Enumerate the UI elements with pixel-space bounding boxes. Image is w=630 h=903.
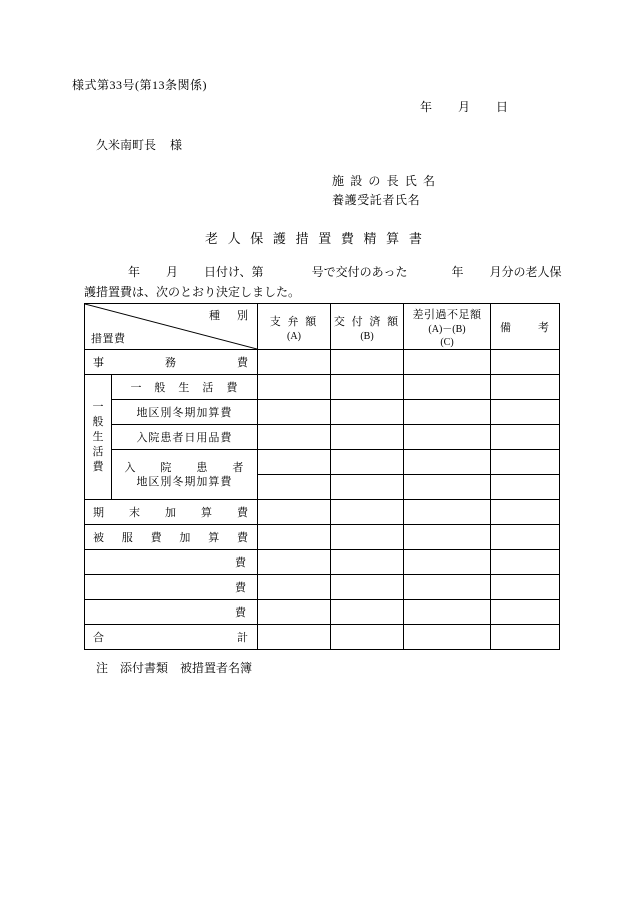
addressee-line: [96, 136, 182, 153]
header-category-cell: [85, 304, 258, 350]
cell-remarks[interactable]: [491, 375, 560, 400]
date-month: 月: [458, 100, 471, 114]
cell-payment[interactable]: [258, 350, 331, 375]
cell-granted[interactable]: [331, 475, 404, 500]
cell-difference[interactable]: [404, 400, 491, 425]
date-line: [420, 98, 508, 115]
table-row: [85, 375, 560, 400]
table-header-row: [85, 304, 560, 350]
row-label-inpatient-winter-addition: [111, 450, 257, 500]
table-row: [85, 625, 560, 650]
cell-payment[interactable]: [258, 550, 331, 575]
cell-payment[interactable]: [258, 400, 331, 425]
header-remarks: [491, 304, 560, 350]
cell-granted[interactable]: [331, 425, 404, 450]
body-month: 月: [166, 265, 179, 279]
header-difference-amount: [404, 304, 491, 350]
row-label-text: 合 計: [93, 632, 249, 644]
row-label-inpatient-daily-goods: 入院患者日用品費: [111, 425, 257, 450]
header-granted-label: 交 付 済 額: [333, 315, 401, 328]
row-label-clothing-addition: [85, 525, 258, 550]
header-payment-amount: [258, 304, 331, 350]
header-granted-amount: [331, 304, 404, 350]
date-year: 年: [420, 100, 433, 114]
cell-remarks[interactable]: [491, 350, 560, 375]
cell-remarks[interactable]: [491, 600, 560, 625]
cell-payment[interactable]: [258, 475, 331, 500]
row-label-office-expense: [85, 350, 258, 375]
row-label-blank-1[interactable]: 費: [85, 550, 258, 575]
row-label-text: 事 務 費: [93, 357, 249, 369]
settlement-table: [84, 303, 560, 650]
cell-difference[interactable]: [404, 500, 491, 525]
table-row: [85, 550, 560, 575]
cell-granted[interactable]: [331, 525, 404, 550]
row-label-winter-addition: 地区別冬期加算費: [111, 400, 257, 425]
cell-payment[interactable]: [258, 575, 331, 600]
header-difference-sub1: (A)－(B): [428, 324, 466, 335]
row-label-line2: 地区別冬期加算費: [136, 475, 233, 488]
header-payment-label: 支 弁 額: [269, 315, 319, 328]
cell-granted[interactable]: [331, 600, 404, 625]
row-label-text: 被 服 費 加 算 費: [93, 532, 249, 544]
cell-granted[interactable]: [331, 375, 404, 400]
cell-remarks[interactable]: [491, 525, 560, 550]
header-difference-label: 差引過不足額: [412, 309, 482, 321]
cell-payment[interactable]: [258, 625, 331, 650]
group-char-4: 活: [92, 445, 104, 458]
table-row: [85, 400, 560, 425]
body-paragraph-line1: [128, 263, 561, 280]
cell-difference[interactable]: [404, 475, 491, 500]
page-title: 老 人 保 護 措 置 費 精 算 書: [204, 231, 426, 246]
cell-difference[interactable]: [404, 550, 491, 575]
cell-difference[interactable]: [404, 375, 491, 400]
cell-remarks[interactable]: [491, 500, 560, 525]
cell-granted[interactable]: [331, 450, 404, 475]
form-number: 様式第33号(第13条関係): [72, 78, 207, 92]
header-payment-sub: (A): [287, 330, 301, 342]
body-month2: 月分の老人保: [489, 265, 562, 279]
footnote: 注 添付書類 被措置者名簿: [96, 661, 253, 675]
cell-granted[interactable]: [331, 350, 404, 375]
table-row: [85, 425, 560, 450]
header-difference-sub2: (C): [440, 337, 454, 348]
cell-remarks[interactable]: [491, 475, 560, 500]
table-row: [85, 525, 560, 550]
table-row: [85, 450, 560, 475]
row-label-term-end-addition: [85, 500, 258, 525]
table-row: [85, 575, 560, 600]
row-label-blank-3[interactable]: 費: [85, 600, 258, 625]
body-text2: 号で交付のあった: [311, 265, 408, 279]
group-char-1: 一: [92, 400, 104, 413]
cell-payment[interactable]: [258, 450, 331, 475]
sender-guardian: 養護受託者氏名: [332, 193, 421, 207]
cell-remarks[interactable]: [491, 425, 560, 450]
cell-remarks[interactable]: [491, 450, 560, 475]
cell-payment[interactable]: [258, 425, 331, 450]
cell-granted[interactable]: [331, 550, 404, 575]
cell-remarks[interactable]: [491, 550, 560, 575]
cell-payment[interactable]: [258, 600, 331, 625]
row-label-blank-2[interactable]: 費: [85, 575, 258, 600]
body-year2: 年: [451, 265, 464, 279]
row-label-general-living: 一 般 生 活 費: [111, 375, 257, 400]
cell-remarks[interactable]: [491, 575, 560, 600]
body-text1: 日付け、第: [204, 265, 264, 279]
header-granted-sub: (B): [360, 330, 374, 342]
cell-remarks[interactable]: [491, 625, 560, 650]
body-paragraph-line2: 護措置費は、次のとおり決定しました。: [84, 285, 301, 299]
group-char-2: 般: [92, 415, 104, 428]
cell-difference[interactable]: [404, 350, 491, 375]
group-char-3: 生: [92, 430, 104, 443]
table-row: [85, 600, 560, 625]
group-char-5: 費: [92, 460, 104, 473]
cell-difference[interactable]: [404, 525, 491, 550]
cell-granted[interactable]: [331, 400, 404, 425]
addressee-honorific: 様: [170, 138, 183, 152]
cell-payment[interactable]: [258, 375, 331, 400]
header-category-label: 種 別: [209, 310, 251, 322]
cell-difference[interactable]: [404, 450, 491, 475]
sender-facility-head: 施 設 の 長 氏 名: [332, 174, 437, 188]
header-remarks-label1: 備: [500, 321, 512, 334]
row-label-total: [85, 625, 258, 650]
row-label-line1: 入 院 患 者: [124, 461, 245, 474]
cell-difference[interactable]: [404, 425, 491, 450]
cell-payment[interactable]: [258, 500, 331, 525]
cell-granted[interactable]: [331, 625, 404, 650]
table-row: [85, 500, 560, 525]
table-row: [85, 350, 560, 375]
cell-difference[interactable]: [404, 600, 491, 625]
row-label-text: 期 末 加 算 費: [93, 507, 249, 519]
date-day: 日: [496, 100, 509, 114]
cell-remarks[interactable]: [491, 400, 560, 425]
cell-payment[interactable]: [258, 525, 331, 550]
cell-difference[interactable]: [404, 575, 491, 600]
row-group-living-expense: [85, 375, 112, 500]
addressee-name: 久米南町長: [96, 138, 157, 152]
cell-granted[interactable]: [331, 575, 404, 600]
header-expense-label: 措置費: [91, 333, 126, 345]
cell-granted[interactable]: [331, 500, 404, 525]
cell-difference[interactable]: [404, 625, 491, 650]
body-year: 年: [128, 265, 141, 279]
header-remarks-label2: 考: [538, 321, 550, 334]
